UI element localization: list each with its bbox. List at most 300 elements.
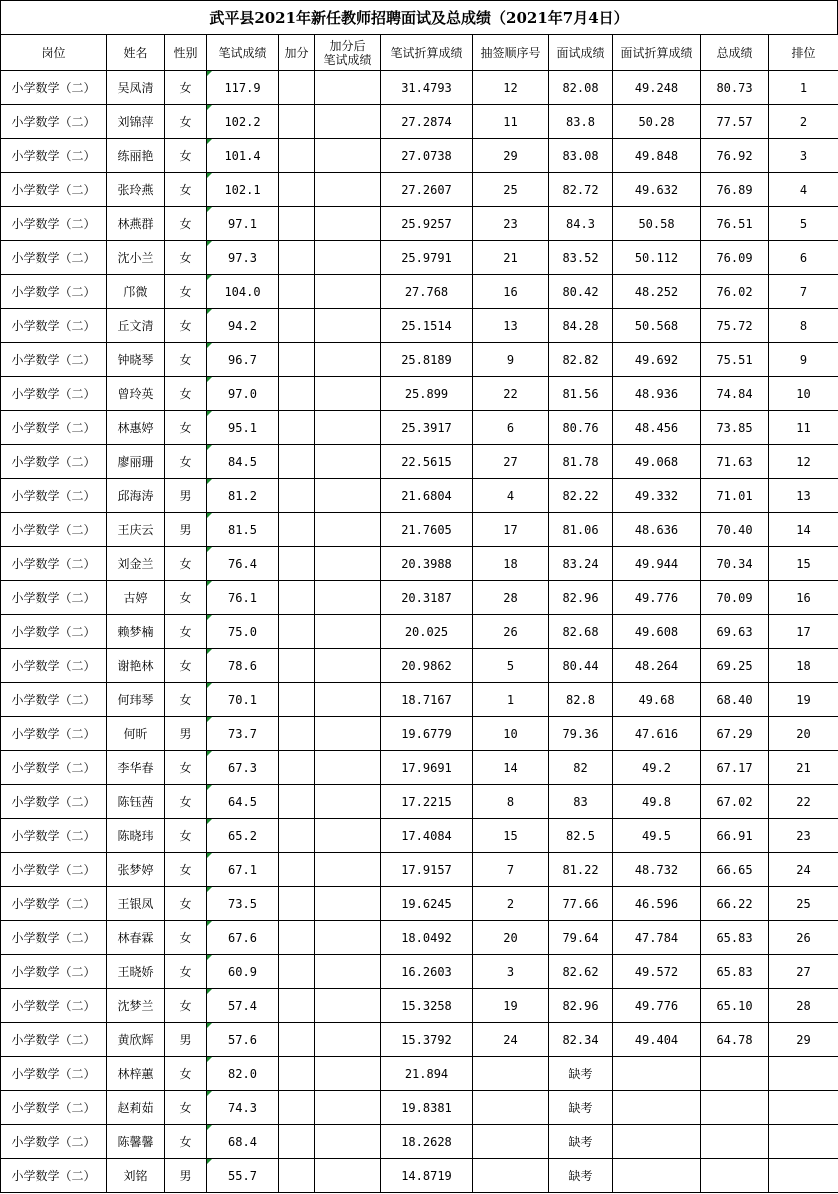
table-row [1, 581, 838, 615]
cell-rank: 3 [769, 139, 838, 173]
cell-total-score: 65.10 [701, 989, 769, 1023]
table-row [1, 1125, 838, 1159]
cell-written-converted: 17.4084 [381, 819, 473, 853]
cell-written-after-bonus [315, 1125, 381, 1159]
cell-interview-score: 83.08 [549, 139, 613, 173]
header-total-score: 总成绩 [701, 35, 769, 71]
table-row [1, 955, 838, 989]
cell-draw-order: 16 [473, 275, 549, 309]
cell-written-score: 96.7 [207, 343, 279, 377]
cell-written-after-bonus [315, 955, 381, 989]
cell-written-after-bonus [315, 581, 381, 615]
cell-interview-score: 84.3 [549, 207, 613, 241]
cell-rank [769, 1091, 838, 1125]
cell-interview-converted: 47.784 [613, 921, 701, 955]
table-row [1, 887, 838, 921]
cell-bonus [279, 309, 315, 343]
cell-bonus [279, 513, 315, 547]
cell-name: 刘铭 [107, 1159, 165, 1193]
cell-written-after-bonus [315, 479, 381, 513]
cell-name: 钟晓琴 [107, 343, 165, 377]
cell-written-converted: 17.2215 [381, 785, 473, 819]
cell-written-after-bonus [315, 921, 381, 955]
cell-name: 陈馨馨 [107, 1125, 165, 1159]
cell-written-after-bonus [315, 411, 381, 445]
cell-bonus [279, 173, 315, 207]
cell-rank: 26 [769, 921, 838, 955]
cell-interview-converted: 48.732 [613, 853, 701, 887]
cell-position: 小学数学（二） [1, 921, 107, 955]
cell-rank: 10 [769, 377, 838, 411]
cell-draw-order: 13 [473, 309, 549, 343]
table-row [1, 343, 838, 377]
cell-position: 小学数学（二） [1, 105, 107, 139]
cell-position: 小学数学（二） [1, 1091, 107, 1125]
cell-draw-order: 17 [473, 513, 549, 547]
cell-gender: 女 [165, 377, 207, 411]
cell-position: 小学数学（二） [1, 377, 107, 411]
cell-written-after-bonus [315, 71, 381, 105]
table-row [1, 241, 838, 275]
cell-rank: 22 [769, 785, 838, 819]
cell-gender: 女 [165, 1057, 207, 1091]
cell-interview-converted: 47.616 [613, 717, 701, 751]
header-written-after-bonus-line2: 笔试成绩 [323, 52, 372, 67]
cell-rank: 2 [769, 105, 838, 139]
cell-total-score: 74.84 [701, 377, 769, 411]
cell-gender: 女 [165, 241, 207, 275]
cell-written-converted: 25.1514 [381, 309, 473, 343]
table-row [1, 173, 838, 207]
table-row [1, 615, 838, 649]
cell-draw-order: 15 [473, 819, 549, 853]
cell-written-score: 82.0 [207, 1057, 279, 1091]
cell-bonus [279, 1057, 315, 1091]
cell-name: 张梦婷 [107, 853, 165, 887]
table-row [1, 649, 838, 683]
cell-written-score: 65.2 [207, 819, 279, 853]
cell-position: 小学数学（二） [1, 989, 107, 1023]
cell-position: 小学数学（二） [1, 615, 107, 649]
cell-name: 练丽艳 [107, 139, 165, 173]
cell-bonus [279, 1125, 315, 1159]
cell-written-after-bonus [315, 547, 381, 581]
cell-total-score: 67.17 [701, 751, 769, 785]
cell-interview-score: 82.5 [549, 819, 613, 853]
cell-rank: 18 [769, 649, 838, 683]
cell-gender: 女 [165, 139, 207, 173]
cell-interview-converted: 49.248 [613, 71, 701, 105]
cell-written-converted: 19.6245 [381, 887, 473, 921]
cell-bonus [279, 649, 315, 683]
header-name: 姓名 [107, 35, 165, 71]
cell-draw-order: 28 [473, 581, 549, 615]
cell-rank: 25 [769, 887, 838, 921]
cell-name: 丘文清 [107, 309, 165, 343]
cell-draw-order: 22 [473, 377, 549, 411]
cell-draw-order: 26 [473, 615, 549, 649]
table-body [1, 71, 838, 1193]
table-row [1, 921, 838, 955]
cell-gender: 女 [165, 71, 207, 105]
cell-written-after-bonus [315, 241, 381, 275]
cell-written-after-bonus [315, 1159, 381, 1193]
cell-bonus [279, 207, 315, 241]
cell-rank: 16 [769, 581, 838, 615]
cell-bonus [279, 547, 315, 581]
cell-written-after-bonus [315, 1057, 381, 1091]
cell-draw-order [473, 1057, 549, 1091]
cell-total-score: 76.51 [701, 207, 769, 241]
table-row [1, 989, 838, 1023]
cell-gender: 男 [165, 479, 207, 513]
cell-written-converted: 20.9862 [381, 649, 473, 683]
cell-written-after-bonus [315, 853, 381, 887]
cell-rank: 12 [769, 445, 838, 479]
cell-written-score: 102.2 [207, 105, 279, 139]
cell-name: 林燕群 [107, 207, 165, 241]
cell-total-score: 71.01 [701, 479, 769, 513]
cell-written-converted: 20.025 [381, 615, 473, 649]
cell-interview-converted: 50.112 [613, 241, 701, 275]
cell-interview-converted: 49.692 [613, 343, 701, 377]
cell-total-score: 76.89 [701, 173, 769, 207]
cell-interview-score: 缺考 [549, 1159, 613, 1193]
cell-draw-order: 3 [473, 955, 549, 989]
cell-name: 沈梦兰 [107, 989, 165, 1023]
cell-interview-converted: 48.636 [613, 513, 701, 547]
header-written-converted: 笔试折算成绩 [381, 35, 473, 71]
cell-written-score: 101.4 [207, 139, 279, 173]
cell-interview-score: 79.36 [549, 717, 613, 751]
cell-rank: 8 [769, 309, 838, 343]
header-rank: 排位 [769, 35, 838, 71]
cell-bonus [279, 853, 315, 887]
cell-total-score: 70.34 [701, 547, 769, 581]
cell-position: 小学数学（二） [1, 173, 107, 207]
cell-interview-score: 79.64 [549, 921, 613, 955]
cell-interview-converted: 49.2 [613, 751, 701, 785]
table-row [1, 309, 838, 343]
cell-rank: 9 [769, 343, 838, 377]
cell-gender: 男 [165, 1159, 207, 1193]
cell-written-converted: 14.8719 [381, 1159, 473, 1193]
cell-written-score: 76.1 [207, 581, 279, 615]
cell-bonus [279, 71, 315, 105]
cell-total-score: 73.85 [701, 411, 769, 445]
cell-gender: 女 [165, 1125, 207, 1159]
cell-name: 王晓娇 [107, 955, 165, 989]
cell-written-after-bonus [315, 207, 381, 241]
cell-draw-order: 21 [473, 241, 549, 275]
cell-interview-score: 82.8 [549, 683, 613, 717]
cell-draw-order: 9 [473, 343, 549, 377]
cell-interview-score: 80.42 [549, 275, 613, 309]
cell-rank: 20 [769, 717, 838, 751]
cell-bonus [279, 717, 315, 751]
cell-gender: 女 [165, 105, 207, 139]
cell-draw-order: 24 [473, 1023, 549, 1057]
cell-draw-order: 1 [473, 683, 549, 717]
cell-interview-converted [613, 1125, 701, 1159]
cell-gender: 女 [165, 649, 207, 683]
cell-total-score: 70.40 [701, 513, 769, 547]
cell-gender: 女 [165, 887, 207, 921]
cell-written-score: 60.9 [207, 955, 279, 989]
cell-draw-order: 18 [473, 547, 549, 581]
cell-rank: 7 [769, 275, 838, 309]
cell-bonus [279, 411, 315, 445]
cell-gender: 女 [165, 683, 207, 717]
cell-name: 谢艳林 [107, 649, 165, 683]
cell-name: 林梓蕙 [107, 1057, 165, 1091]
cell-written-converted: 17.9691 [381, 751, 473, 785]
cell-gender: 女 [165, 819, 207, 853]
cell-written-score: 67.3 [207, 751, 279, 785]
cell-draw-order: 5 [473, 649, 549, 683]
cell-written-after-bonus [315, 173, 381, 207]
cell-written-converted: 15.3258 [381, 989, 473, 1023]
cell-written-converted: 21.7605 [381, 513, 473, 547]
cell-bonus [279, 1023, 315, 1057]
cell-bonus [279, 241, 315, 275]
cell-written-converted: 19.6779 [381, 717, 473, 751]
cell-written-after-bonus [315, 785, 381, 819]
cell-written-score: 97.1 [207, 207, 279, 241]
cell-position: 小学数学（二） [1, 343, 107, 377]
header-interview-converted: 面试折算成绩 [613, 35, 701, 71]
cell-bonus [279, 1159, 315, 1193]
cell-written-converted: 27.768 [381, 275, 473, 309]
cell-draw-order: 25 [473, 173, 549, 207]
cell-name: 林惠婷 [107, 411, 165, 445]
header-written-after-bonus-line1: 加分后 [329, 38, 366, 53]
table-row [1, 683, 838, 717]
cell-total-score: 66.91 [701, 819, 769, 853]
cell-gender: 女 [165, 785, 207, 819]
table-row [1, 411, 838, 445]
cell-total-score: 75.51 [701, 343, 769, 377]
cell-interview-converted: 50.568 [613, 309, 701, 343]
cell-interview-converted: 49.848 [613, 139, 701, 173]
cell-written-score: 102.1 [207, 173, 279, 207]
cell-interview-converted: 50.58 [613, 207, 701, 241]
cell-written-after-bonus [315, 989, 381, 1023]
cell-name: 何玮琴 [107, 683, 165, 717]
cell-name: 刘锦萍 [107, 105, 165, 139]
cell-name: 陈钰茜 [107, 785, 165, 819]
cell-interview-score: 缺考 [549, 1091, 613, 1125]
cell-draw-order: 2 [473, 887, 549, 921]
cell-interview-score: 82.82 [549, 343, 613, 377]
cell-rank: 17 [769, 615, 838, 649]
cell-written-converted: 25.899 [381, 377, 473, 411]
cell-written-score: 57.6 [207, 1023, 279, 1057]
cell-rank: 11 [769, 411, 838, 445]
cell-draw-order: 29 [473, 139, 549, 173]
cell-interview-score: 80.44 [549, 649, 613, 683]
cell-written-converted: 27.2874 [381, 105, 473, 139]
cell-written-score: 74.3 [207, 1091, 279, 1125]
cell-written-converted: 25.3917 [381, 411, 473, 445]
cell-written-converted: 22.5615 [381, 445, 473, 479]
cell-position: 小学数学（二） [1, 547, 107, 581]
table-row [1, 853, 838, 887]
cell-written-converted: 18.2628 [381, 1125, 473, 1159]
cell-written-score: 55.7 [207, 1159, 279, 1193]
cell-bonus [279, 615, 315, 649]
cell-rank: 19 [769, 683, 838, 717]
cell-gender: 女 [165, 989, 207, 1023]
cell-rank: 13 [769, 479, 838, 513]
cell-position: 小学数学（二） [1, 139, 107, 173]
table-row [1, 207, 838, 241]
cell-interview-score: 83.52 [549, 241, 613, 275]
cell-bonus [279, 479, 315, 513]
cell-interview-score: 83 [549, 785, 613, 819]
cell-written-after-bonus [315, 649, 381, 683]
cell-written-score: 95.1 [207, 411, 279, 445]
cell-position: 小学数学（二） [1, 513, 107, 547]
cell-total-score [701, 1057, 769, 1091]
cell-rank: 14 [769, 513, 838, 547]
cell-interview-converted: 49.8 [613, 785, 701, 819]
cell-position: 小学数学（二） [1, 1125, 107, 1159]
cell-draw-order: 8 [473, 785, 549, 819]
cell-interview-converted: 49.776 [613, 989, 701, 1023]
cell-rank: 6 [769, 241, 838, 275]
cell-draw-order: 14 [473, 751, 549, 785]
cell-draw-order [473, 1091, 549, 1125]
cell-rank: 5 [769, 207, 838, 241]
cell-position: 小学数学（二） [1, 751, 107, 785]
cell-gender: 女 [165, 615, 207, 649]
cell-written-after-bonus [315, 343, 381, 377]
cell-interview-score: 81.06 [549, 513, 613, 547]
cell-name: 廖丽珊 [107, 445, 165, 479]
cell-gender: 女 [165, 445, 207, 479]
cell-written-score: 75.0 [207, 615, 279, 649]
cell-position: 小学数学（二） [1, 819, 107, 853]
table-row [1, 1023, 838, 1057]
cell-gender: 男 [165, 513, 207, 547]
cell-rank: 28 [769, 989, 838, 1023]
cell-interview-score: 81.78 [549, 445, 613, 479]
cell-interview-converted: 49.632 [613, 173, 701, 207]
cell-total-score: 68.40 [701, 683, 769, 717]
cell-name: 李华春 [107, 751, 165, 785]
cell-interview-converted: 49.68 [613, 683, 701, 717]
cell-interview-score: 80.76 [549, 411, 613, 445]
cell-rank [769, 1057, 838, 1091]
cell-written-score: 117.9 [207, 71, 279, 105]
cell-written-score: 81.5 [207, 513, 279, 547]
cell-interview-score: 77.66 [549, 887, 613, 921]
cell-written-after-bonus [315, 751, 381, 785]
table-row [1, 105, 838, 139]
cell-name: 曾玲英 [107, 377, 165, 411]
cell-position: 小学数学（二） [1, 785, 107, 819]
cell-written-converted: 25.9791 [381, 241, 473, 275]
cell-gender: 男 [165, 717, 207, 751]
cell-name: 陈晓玮 [107, 819, 165, 853]
header-bonus: 加分 [279, 35, 315, 71]
cell-written-score: 97.3 [207, 241, 279, 275]
table-row [1, 479, 838, 513]
table-row [1, 785, 838, 819]
cell-interview-score: 82.72 [549, 173, 613, 207]
cell-bonus [279, 275, 315, 309]
cell-position: 小学数学（二） [1, 309, 107, 343]
cell-name: 邱海涛 [107, 479, 165, 513]
header-position: 岗位 [1, 35, 107, 71]
cell-bonus [279, 819, 315, 853]
cell-total-score: 76.02 [701, 275, 769, 309]
cell-interview-score: 82.68 [549, 615, 613, 649]
cell-rank: 27 [769, 955, 838, 989]
cell-name: 王庆云 [107, 513, 165, 547]
cell-written-converted: 25.9257 [381, 207, 473, 241]
cell-written-after-bonus [315, 445, 381, 479]
cell-written-score: 57.4 [207, 989, 279, 1023]
page-title: 武平县2021年新任教师招聘面试及总成绩（2021年7月4日） [0, 0, 838, 34]
cell-draw-order: 12 [473, 71, 549, 105]
cell-written-after-bonus [315, 275, 381, 309]
table-row [1, 71, 838, 105]
cell-written-after-bonus [315, 1023, 381, 1057]
cell-written-after-bonus [315, 819, 381, 853]
cell-rank: 29 [769, 1023, 838, 1057]
cell-position: 小学数学（二） [1, 71, 107, 105]
cell-bonus [279, 343, 315, 377]
cell-interview-score: 82.34 [549, 1023, 613, 1057]
cell-gender: 女 [165, 853, 207, 887]
cell-gender: 女 [165, 751, 207, 785]
cell-interview-score: 84.28 [549, 309, 613, 343]
cell-total-score: 66.22 [701, 887, 769, 921]
cell-rank: 1 [769, 71, 838, 105]
cell-interview-score: 82.96 [549, 989, 613, 1023]
header-row [1, 35, 838, 71]
cell-interview-score: 缺考 [549, 1057, 613, 1091]
cell-written-after-bonus [315, 377, 381, 411]
cell-written-score: 64.5 [207, 785, 279, 819]
cell-total-score: 76.92 [701, 139, 769, 173]
cell-interview-converted: 49.572 [613, 955, 701, 989]
cell-rank [769, 1125, 838, 1159]
cell-total-score: 70.09 [701, 581, 769, 615]
cell-interview-converted: 49.944 [613, 547, 701, 581]
cell-gender: 女 [165, 207, 207, 241]
cell-bonus [279, 887, 315, 921]
cell-bonus [279, 955, 315, 989]
cell-written-score: 68.4 [207, 1125, 279, 1159]
header-draw-order: 抽签顺序号 [473, 35, 549, 71]
table-row [1, 819, 838, 853]
cell-total-score: 76.09 [701, 241, 769, 275]
cell-interview-converted: 50.28 [613, 105, 701, 139]
score-table [0, 34, 838, 1193]
cell-interview-score: 82.62 [549, 955, 613, 989]
cell-written-after-bonus [315, 513, 381, 547]
cell-interview-score: 81.22 [549, 853, 613, 887]
cell-written-converted: 15.3792 [381, 1023, 473, 1057]
cell-total-score: 65.83 [701, 955, 769, 989]
cell-written-converted: 16.2603 [381, 955, 473, 989]
cell-position: 小学数学（二） [1, 241, 107, 275]
cell-position: 小学数学（二） [1, 1057, 107, 1091]
cell-interview-converted: 48.252 [613, 275, 701, 309]
